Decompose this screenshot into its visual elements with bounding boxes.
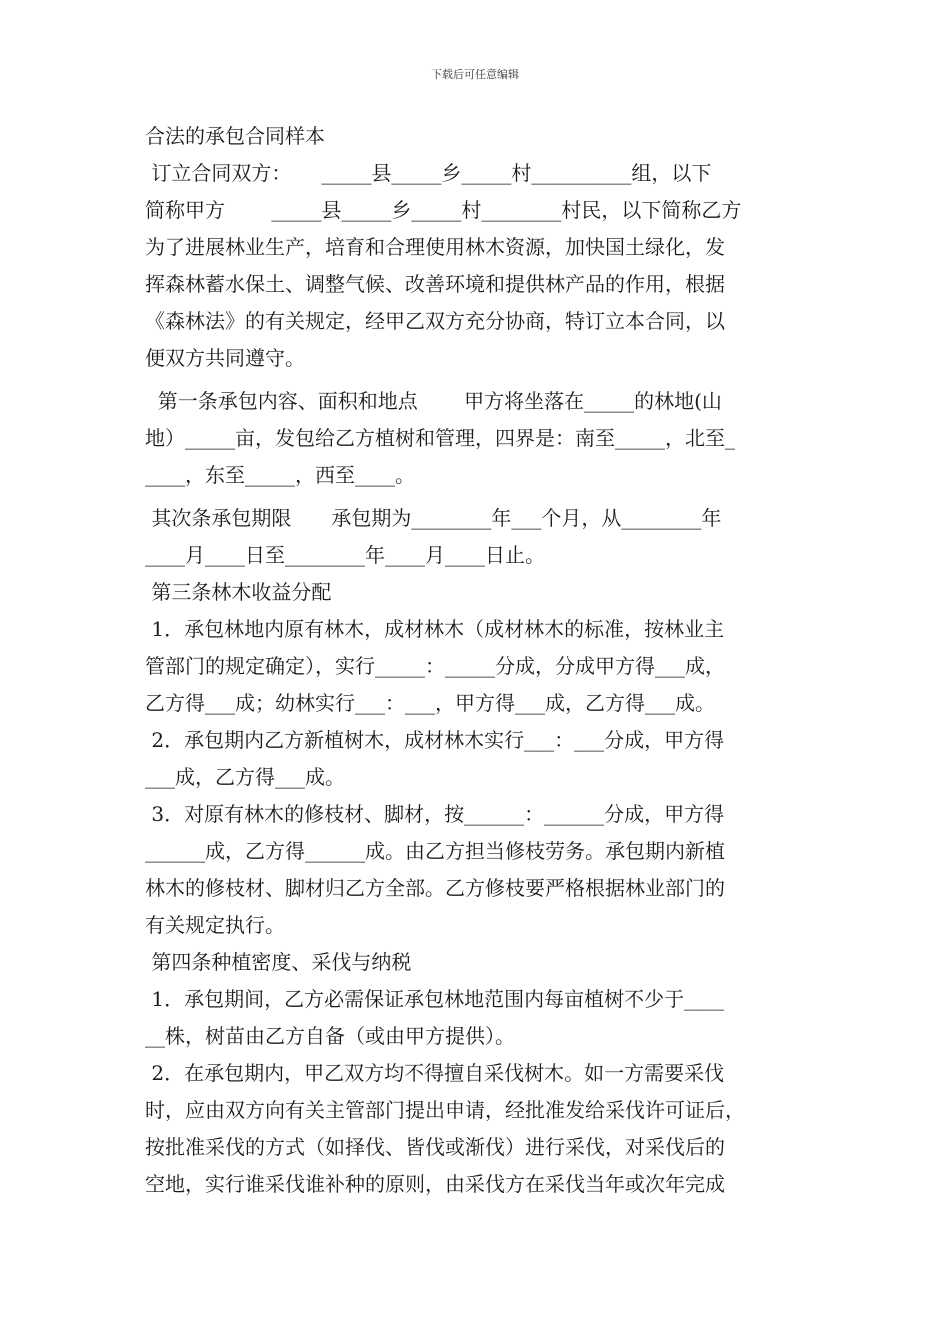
paragraph-line: 《森林法》的有关规定，经甲乙双方充分协商，特订立本合同，以 — [145, 309, 725, 333]
paragraph-line: 林木的修枝材、脚材归乙方全部。乙方修枝要严格根据林业部门的 — [145, 876, 725, 900]
paragraph-line: 1．承包期间，乙方必需保证承包林地范围内每亩植树不少于____ — [145, 987, 725, 1011]
page-header-note: 下载后可任意编辑 — [431, 68, 519, 81]
section-heading: 第三条林木收益分配 — [145, 580, 332, 604]
paragraph-line: ____月____日至________年____月____日止。 — [145, 543, 545, 567]
paragraph-line: 其次条承包期限 承包期为________年___个月，从________年 — [145, 506, 722, 530]
paragraph-line: 管部门的规定确定），实行_____：_____分成，分成甲方得___成， — [145, 654, 725, 678]
paragraph-line: 挥森林蓄水保土、调整气候、改善环境和提供林产品的作用，根据 — [145, 272, 725, 296]
paragraph-line: 2．在承包期内，甲乙双方均不得擅自采伐树木。如一方需要采伐 — [145, 1061, 725, 1085]
paragraph-line: 2．承包期内乙方新植树木，成材林木实行___：___分成，甲方得 — [145, 728, 725, 752]
document-body — [145, 118, 810, 1203]
paragraph-line: 便双方共同遵守。 — [145, 346, 305, 370]
document-title: 合法的承包合同样本 — [145, 124, 325, 148]
paragraph-line: 订立合同双方： _____县_____乡_____村__________组，以下 — [145, 161, 712, 185]
paragraph-line: 乙方得___成；幼林实行___：___，甲方得___成，乙方得___成。 — [145, 691, 715, 715]
paragraph-line: ___成，乙方得___成。 — [145, 765, 345, 789]
paragraph-line: 时，应由双方向有关主管部门提出申请，经批准发给采伐许可证后， — [145, 1098, 745, 1122]
paragraph-line: 3．对原有林木的修枝材、脚材，按______：______分成，甲方得 — [145, 802, 725, 826]
paragraph-line: 空地，实行谁采伐谁补种的原则，由采伐方在采伐当年或次年完成 — [145, 1172, 725, 1196]
paragraph-line: 为了进展林业生产，培育和合理使用林木资源，加快国土绿化，发 — [145, 235, 725, 259]
section-heading: 第四条种植密度、采伐与纳税 — [145, 950, 412, 974]
paragraph-line: 第一条承包内容、面积和地点 甲方将坐落在_____的林地(山 — [145, 389, 722, 413]
paragraph-line: 1．承包林地内原有林木，成材林木（成材林木的标准，按林业主 — [145, 617, 725, 641]
paragraph-line: ______成，乙方得______成。由乙方担当修枝劳务。承包期内新植 — [145, 839, 725, 863]
paragraph-line: 按批准采伐的方式（如择伐、皆伐或渐伐）进行采伐，对采伐后的 — [145, 1135, 725, 1159]
paragraph-line: 地）_____亩，发包给乙方植树和管理，四界是：南至_____，北至_ — [145, 426, 735, 450]
paragraph-line: __株，树苗由乙方自备（或由甲方提供）。 — [145, 1024, 515, 1048]
paragraph-line: ____，东至_____，西至____。 — [145, 463, 415, 487]
paragraph-line: 有关规定执行。 — [145, 913, 285, 937]
paragraph-line: 简称甲方 _____县_____乡_____村________村民，以下简称乙方 — [145, 198, 742, 222]
